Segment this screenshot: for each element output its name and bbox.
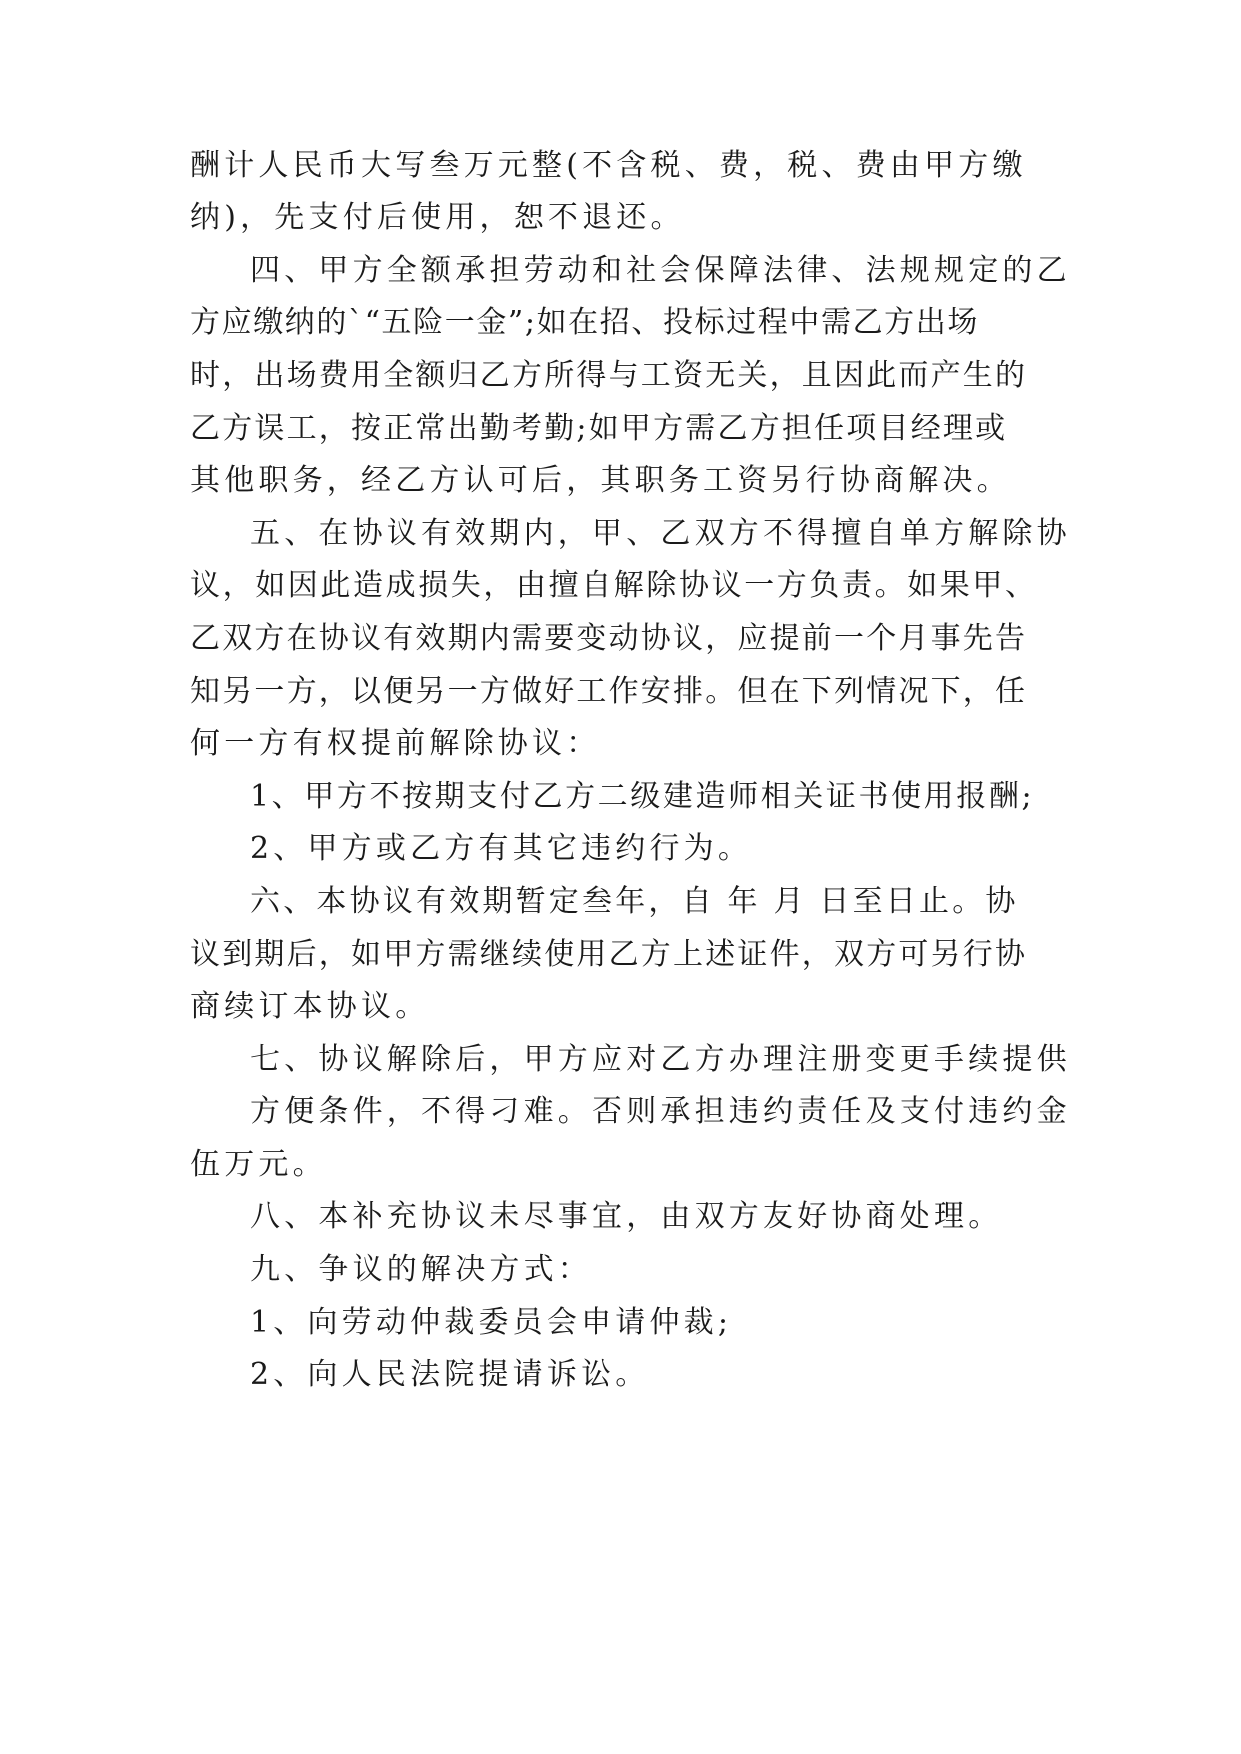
text-line: 其他职务，经乙方认可后，其职务工资另行协商解决。 xyxy=(190,463,1011,498)
paragraph-6-start: 六、本协议有效期暂定叁年，自 年 月 日至日止。协 xyxy=(250,884,1019,919)
text-line: 何一方有权提前解除协议： xyxy=(190,726,601,761)
list-item: 2、甲方或乙方有其它违约行为。 xyxy=(250,831,753,866)
paragraph-8: 八、本补充协议未尽事宜，由双方友好协商处理。 xyxy=(250,1199,1003,1234)
text-line: 方应缴纳的`“五险一金”;如在招、投标过程中需乙方出场 xyxy=(190,305,979,340)
text-line: 议到期后，如甲方需继续使用乙方上述证件，双方可另行协 xyxy=(190,937,1028,972)
paragraph-5-start: 五、在协议有效期内，甲、乙双方不得擅自单方解除协 xyxy=(250,516,1071,551)
text-line: 商续订本协议。 xyxy=(190,989,430,1024)
text-line: 知另一方，以便另一方做好工作安排。但在下列情况下，任 xyxy=(190,674,1028,709)
text-line: 伍万元。 xyxy=(190,1147,327,1182)
list-item: 2、向人民法院提请诉讼。 xyxy=(250,1357,650,1392)
text-line: 乙方误工，按正常出勤考勤;如甲方需乙方担任项目经理或 xyxy=(190,411,1008,446)
text-line: 纳)，先支付后使用，恕不退还。 xyxy=(190,200,685,235)
list-item: 1、向劳动仲裁委员会申请仲裁; xyxy=(250,1305,733,1340)
text-line: 方便条件，不得刁难。否则承担违约责任及支付违约金 xyxy=(250,1094,1071,1129)
paragraph-4-start: 四、甲方全额承担劳动和社会保障法律、法规规定的乙 xyxy=(250,253,1071,288)
text-line: 时，出场费用全额归乙方所得与工资无关，且因此而产生的 xyxy=(190,358,1028,393)
text-line: 议，如因此造成损失，由擅自解除协议一方负责。如果甲、 xyxy=(190,568,1038,603)
list-item: 1、甲方不按期支付乙方二级建造师相关证书使用报酬; xyxy=(250,779,1035,814)
paragraph-7-start: 七、协议解除后，甲方应对乙方办理注册变更手续提供 xyxy=(250,1042,1071,1077)
text-line: 乙双方在协议有效期内需要变动协议，应提前一个月事先告 xyxy=(190,621,1028,656)
text-line: 酬计人民币大写叁万元整(不含税、费，税、费由甲方缴 xyxy=(190,148,1027,183)
paragraph-9-start: 九、争议的解决方式： xyxy=(250,1252,592,1287)
